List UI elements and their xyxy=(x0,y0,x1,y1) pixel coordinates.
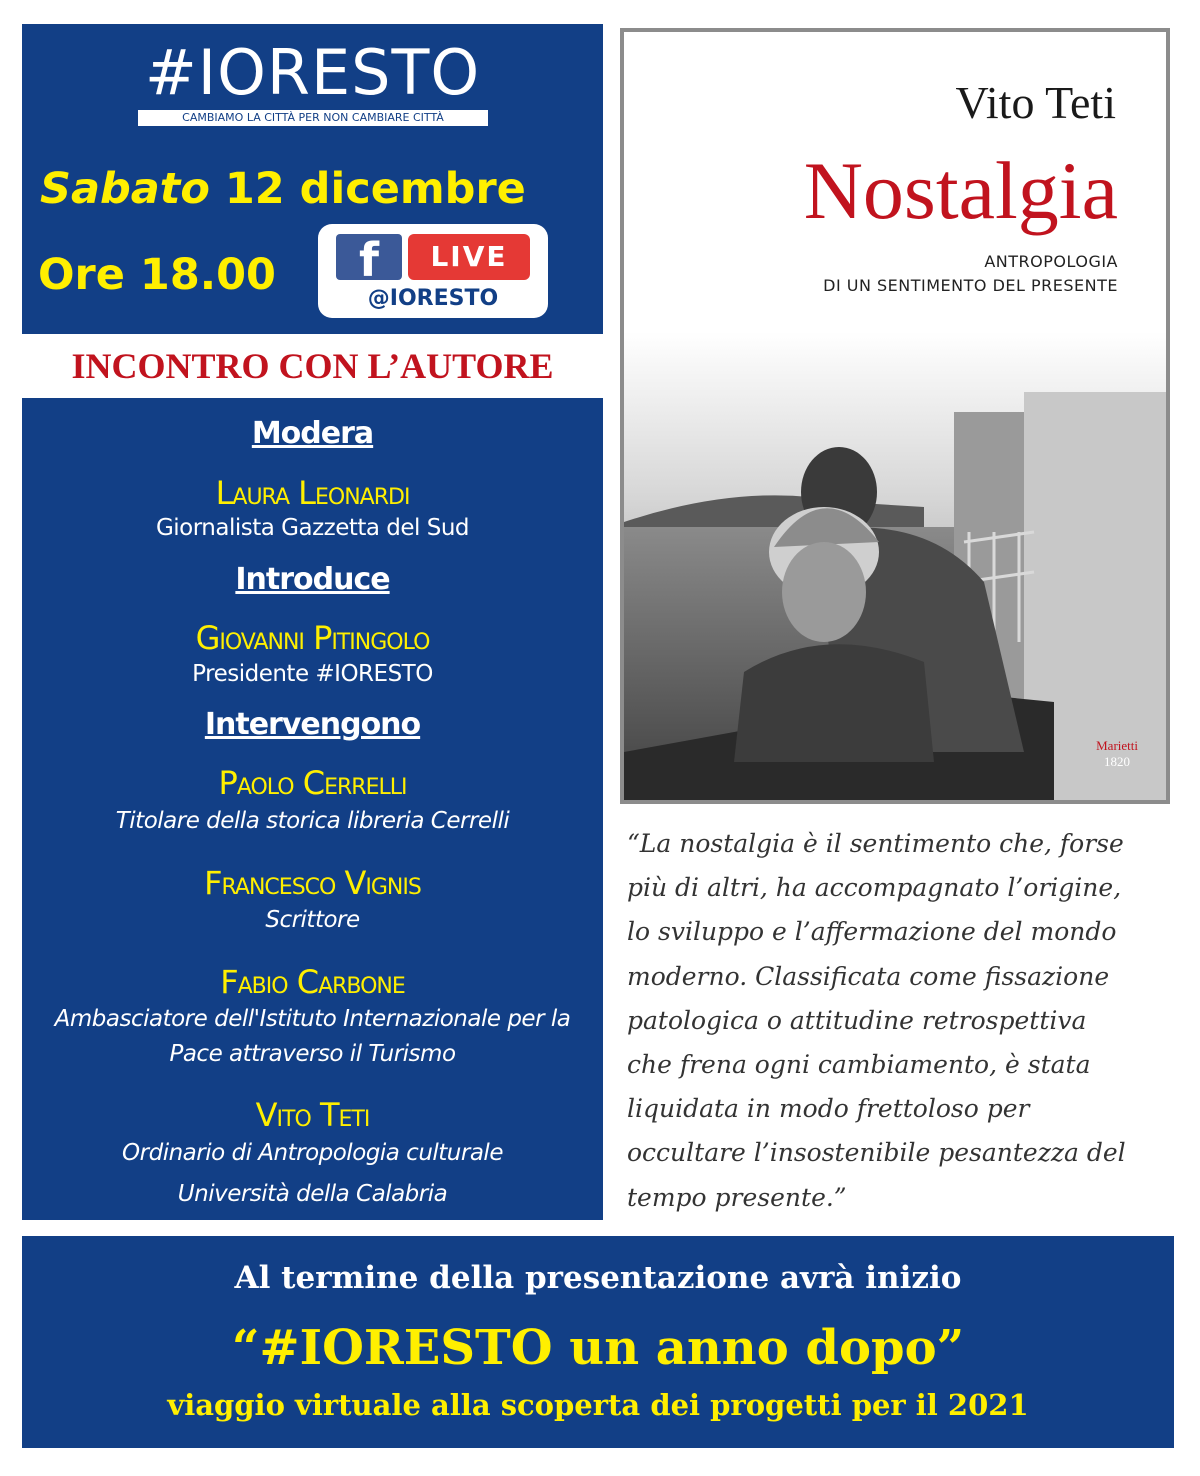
panelist-desc-line2: Pace attraverso il Turismo xyxy=(169,1041,456,1067)
panelist-name: Vito Teti xyxy=(255,1096,370,1134)
quote-line: patologica o attitudine retrospettiva xyxy=(627,1005,1087,1035)
publisher-logo xyxy=(1096,738,1138,770)
moderator-desc: Giornalista Gazzetta del Sud xyxy=(155,515,470,541)
panelist-desc: Scrittore xyxy=(265,907,360,933)
event-day-date: 12 dicembre xyxy=(224,164,526,214)
event-day: Sabato xyxy=(40,164,210,214)
book-title: Nostalgia xyxy=(803,145,1118,236)
footer-event-title: “#IORESTO un anno dopo” xyxy=(231,1320,965,1376)
publisher-year: 1820 xyxy=(1104,754,1131,769)
introducer-name: Giovanni Pitingolo xyxy=(195,619,430,657)
facebook-live-badge xyxy=(318,224,548,318)
book-subtitle: ANTROPOLOGIA xyxy=(984,252,1118,271)
book-quote xyxy=(627,822,1172,1220)
panelist-desc: Titolare della storica libreria Cerrelli xyxy=(115,808,510,834)
introduce-heading: Introduce xyxy=(235,562,390,597)
event-title: INCONTRO CON L’AUTORE xyxy=(71,346,554,386)
panelist-desc: Ordinario di Antropologia culturale xyxy=(122,1140,503,1166)
book-cover xyxy=(620,28,1170,804)
modera-heading: Modera xyxy=(251,416,374,451)
speakers-panel xyxy=(22,398,603,1220)
cover-photo xyxy=(624,332,1170,804)
facebook-f-icon: f xyxy=(336,234,402,280)
panelist-name: Fabio Carbone xyxy=(220,963,405,1001)
panelist-name: Francesco Vignis xyxy=(204,864,421,902)
quote-line: liquidata in modo frettoloso per xyxy=(627,1094,1030,1124)
facebook-handle: @IORESTO xyxy=(367,286,499,311)
footer-banner xyxy=(22,1236,1174,1448)
quote-line: che frena ogni cambiamento, è stata xyxy=(627,1050,1091,1080)
brand xyxy=(22,38,603,108)
live-label: LIVE xyxy=(408,234,530,280)
footer-subtitle: viaggio virtuale alla scoperta dei progetti per il 2021 xyxy=(167,1388,1029,1422)
panelist-desc-line2: Università della Calabria xyxy=(177,1181,448,1207)
panelist-name: Paolo Cerrelli xyxy=(218,764,407,802)
quote-line: tempo presente.” xyxy=(627,1182,847,1212)
quote-line: più di altri, ha accompagnato l’origine, xyxy=(627,873,1122,903)
publisher-name: Marietti xyxy=(1096,738,1138,753)
event-time: Ore 18.00 xyxy=(38,250,276,300)
panelist-desc: Ambasciatore dell'Istituto Internazionale per la xyxy=(54,1006,571,1032)
quote-line: occultare l’insostenibile pesantezza del xyxy=(627,1138,1126,1168)
quote-line: “La nostalgia è il sentimento che, forse xyxy=(627,829,1124,858)
introducer-desc: Presidente #IORESTO xyxy=(192,661,433,687)
brand-title: #IORESTO xyxy=(144,36,481,109)
brand-tagline: CAMBIAMO LA CITTÀ PER NON CAMBIARE CITTÀ xyxy=(138,110,488,126)
intervengono-heading: Intervengono xyxy=(204,707,421,742)
footer-intro: Al termine della presentazione avrà inizio xyxy=(234,1260,962,1296)
book-subtitle-line2: DI UN SENTIMENTO DEL PRESENTE xyxy=(823,276,1118,295)
quote-line: lo sviluppo e l’affermazione del mondo xyxy=(627,917,1117,947)
event-date xyxy=(40,164,526,214)
book-author: Vito Teti xyxy=(955,77,1116,128)
quote-line: moderno. Classificata come fissazione xyxy=(627,961,1110,991)
header-panel xyxy=(22,24,603,334)
moderator-name: Laura Leonardi xyxy=(215,474,410,512)
